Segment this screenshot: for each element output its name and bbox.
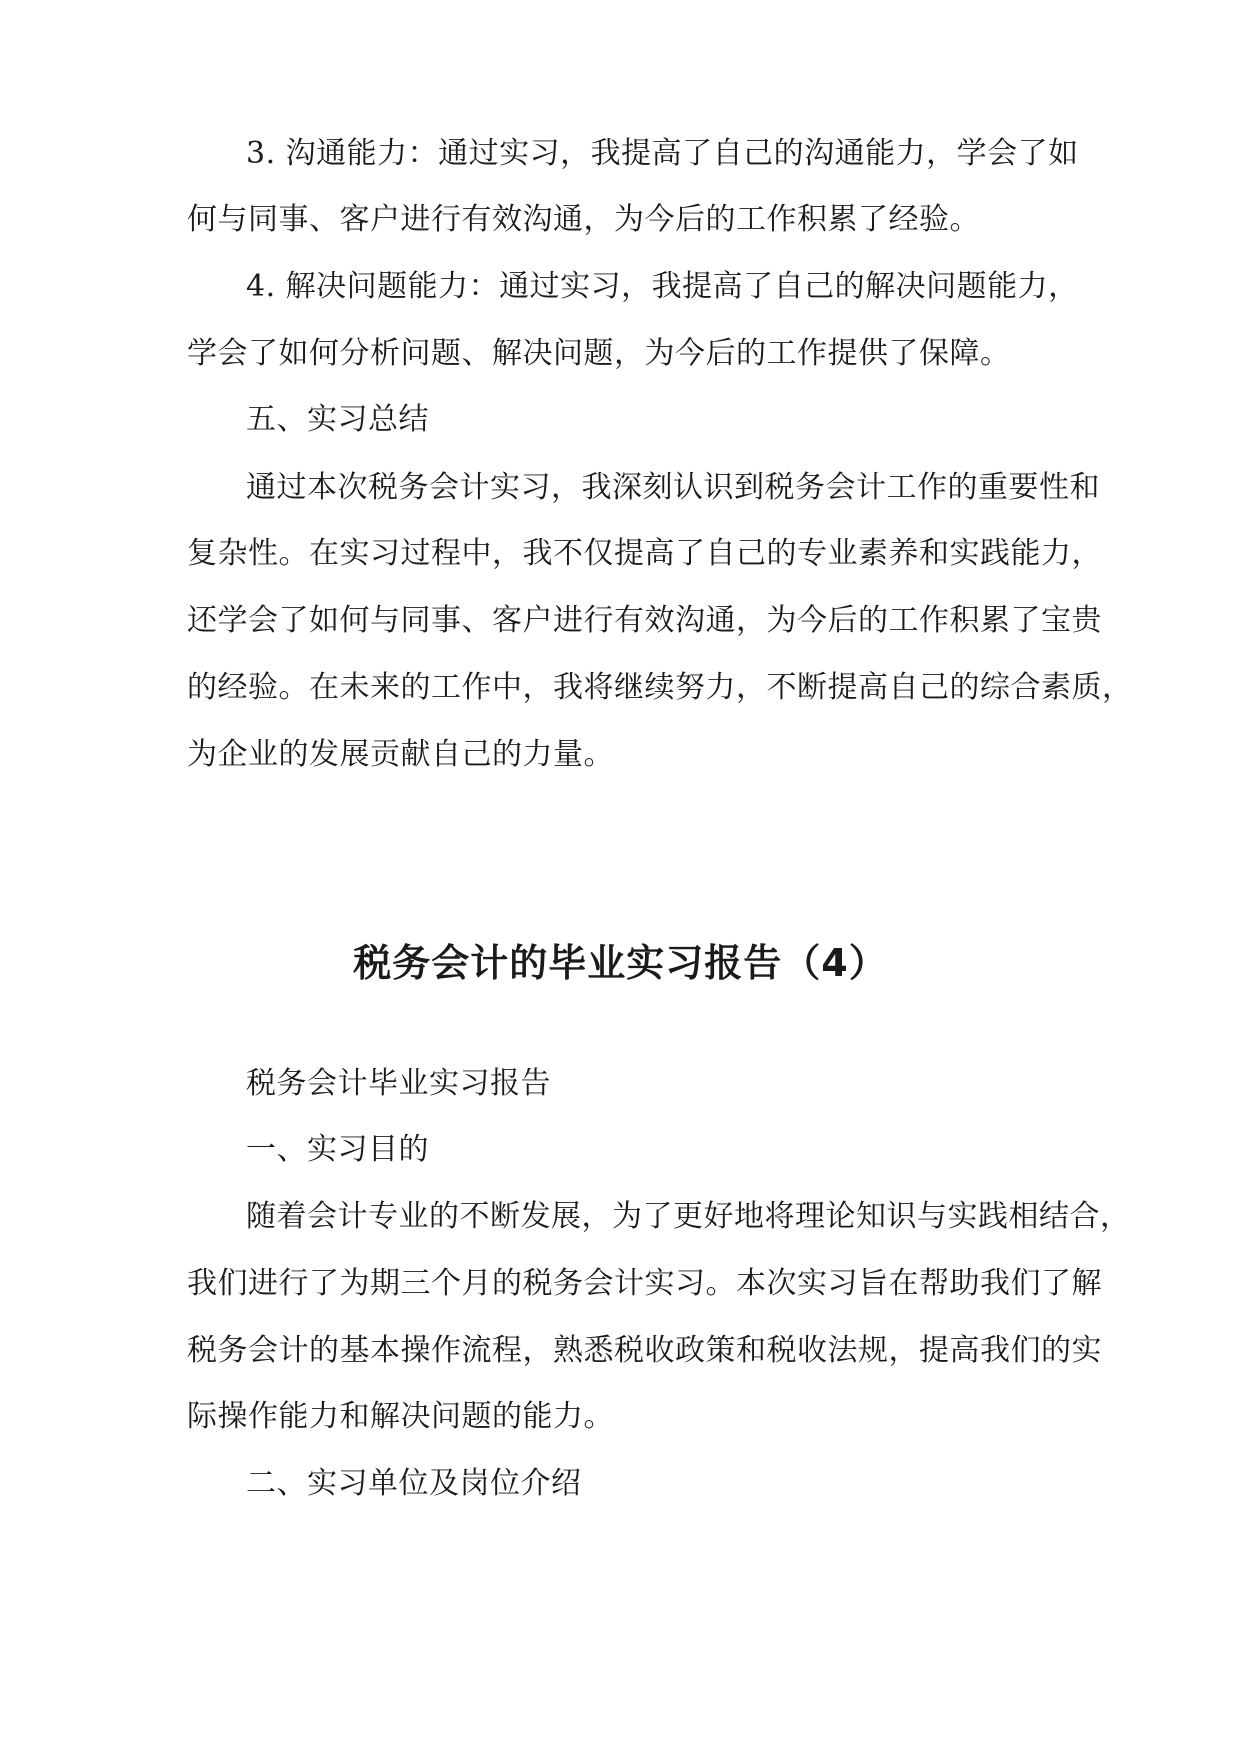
summary-line4: 的经验。在未来的工作中，我将继续努力，不断提高自己的综合素质， [187,670,1133,705]
heading-purpose: 一、实习目的 [246,1132,429,1167]
item4-line2: 学会了如何分析问题、解决问题，为今后的工作提供了保障。 [187,336,1011,371]
purpose-line4: 际操作能力和解决问题的能力。 [187,1399,614,1434]
heading-unit-position: 二、实习单位及岗位介绍 [246,1466,582,1501]
heading-summary: 五、实习总结 [246,402,429,437]
report-subtitle: 税务会计毕业实习报告 [246,1066,551,1101]
item3-line1: 3. 沟通能力：通过实习，我提高了自己的沟通能力，学会了如 [246,136,1079,171]
item4-line1: 4. 解决问题能力：通过实习，我提高了自己的解决问题能力， [246,269,1079,304]
purpose-line2: 我们进行了为期三个月的税务会计实习。本次实习旨在帮助我们了解 [187,1266,1102,1301]
summary-line3: 还学会了如何与同事、客户进行有效沟通，为今后的工作积累了宝贵 [187,603,1102,638]
summary-line2: 复杂性。在实习过程中，我不仅提高了自己的专业素养和实践能力， [187,536,1102,571]
item3-line2: 何与同事、客户进行有效沟通，为今后的工作积累了经验。 [187,202,980,237]
summary-line5: 为企业的发展贡献自己的力量。 [187,737,614,772]
purpose-line3: 税务会计的基本操作流程，熟悉税收政策和税收法规，提高我们的实 [187,1333,1102,1368]
report-title: 税务会计的毕业实习报告（4） [353,941,888,985]
purpose-line1: 随着会计专业的不断发展，为了更好地将理论知识与实践相结合， [246,1199,1131,1234]
summary-line1: 通过本次税务会计实习，我深刻认识到税务会计工作的重要性和 [246,470,1100,505]
